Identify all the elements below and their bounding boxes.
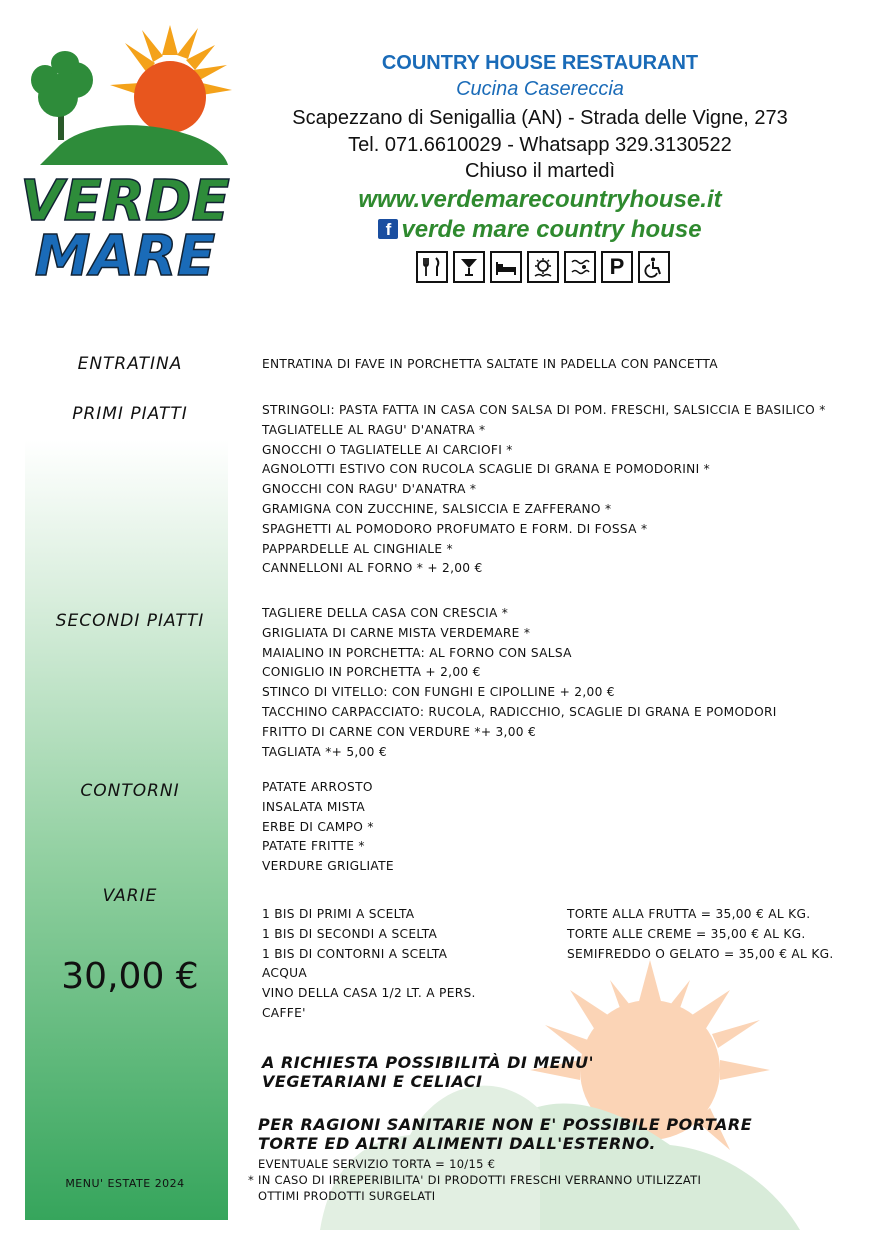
- vegetarian-note-line2: VEGETARIANI E CELIACI: [262, 1072, 483, 1091]
- parking-icon: P: [601, 251, 633, 283]
- logo-mare-text: MARE: [34, 224, 216, 280]
- menu-edition-label: MENU' ESTATE 2024: [65, 1177, 185, 1190]
- list-item: INSALATA MISTA: [262, 799, 366, 814]
- list-item: GNOCCHI O TAGLIATELLE AI CARCIOFI *: [262, 442, 513, 457]
- list-item: VINO DELLA CASA 1/2 LT. A PERS.: [262, 986, 476, 1001]
- list-item: STRINGOLI: PASTA FATTA IN CASA CON SALSA DI POM. FRESCHI, SALSICCIA E BASILICO *: [262, 403, 826, 417]
- list-item: TAGLIATA *+ 5,00 €: [262, 744, 387, 759]
- list-item: TAGLIATELLE AL RAGU' D'ANATRA *: [262, 422, 486, 437]
- list-item: SPAGHETTI AL POMODORO PROFUMATO E FORM. DI FOSSA *: [262, 521, 648, 536]
- primi-list: [262, 401, 826, 579]
- list-item: TORTE ALLA FRUTTA = 35,00 € AL KG.: [567, 907, 811, 921]
- tree-icon: [31, 51, 93, 140]
- list-item: ACQUA: [262, 966, 307, 981]
- list-item: STINCO DI VITELLO: CON FUNGHI E CIPOLLINE + 2,00 €: [262, 685, 615, 700]
- list-item: GRAMIGNA CON ZUCCHINE, SALSICCIA E ZAFFERANO *: [262, 501, 612, 516]
- list-item: CONIGLIO IN PORCHETTA + 2,00 €: [262, 665, 481, 680]
- section-title-primi: PRIMI PIATTI: [72, 404, 188, 424]
- list-item: 1 BIS DI SECONDI A SCELTA: [262, 926, 438, 941]
- accessibility-icon: [638, 251, 670, 283]
- contorni-list: [262, 778, 394, 877]
- varie-list: [262, 905, 476, 1024]
- cake-service-note: EVENTUALE SERVIZIO TORTA = 10/15 €: [258, 1157, 496, 1171]
- facebook-icon: f: [378, 219, 398, 239]
- vegetarian-note-line1: A RICHIESTA POSSIBILITÀ DI MENU': [262, 1053, 595, 1072]
- list-item: GNOCCHI CON RAGU' D'ANATRA *: [262, 482, 477, 497]
- sun-icon: [110, 25, 232, 133]
- menu-price: 30,00 €: [61, 956, 199, 997]
- list-item: 1 BIS DI PRIMI A SCELTA: [262, 907, 415, 921]
- list-item: TORTE ALLE CREME = 35,00 € AL KG.: [567, 926, 806, 941]
- sanitary-note-line1: PER RAGIONI SANITARIE NON E' POSSIBILE PORTARE: [258, 1115, 753, 1134]
- list-item: CAFFE': [262, 1005, 306, 1020]
- sun-icon: [527, 251, 559, 283]
- list-item: MAIALINO IN PORCHETTA: AL FORNO CON SALSA: [262, 645, 572, 660]
- section-title-contorni: CONTORNI: [80, 781, 180, 801]
- list-item: ENTRATINA DI FAVE IN PORCHETTA SALTATE IN PADELLA CON PANCETTA: [262, 357, 718, 371]
- rooms-icon: [490, 251, 522, 283]
- closing-day: Chiuso il martedì: [464, 160, 616, 182]
- list-item: AGNOLOTTI ESTIVO CON RUCOLA SCAGLIE DI GRANA E POMODORINI *: [262, 462, 711, 477]
- list-item: CANNELLONI AL FORNO * + 2,00 €: [262, 561, 483, 576]
- phone: Tel. 071.6610029 - Whatsapp 329.3130522: [348, 134, 732, 156]
- list-item: GRIGLIATA DI CARNE MISTA VERDEMARE *: [262, 625, 531, 640]
- list-item: VERDURE GRIGLIATE: [262, 859, 394, 874]
- entratina-list: [262, 355, 718, 375]
- website-link[interactable]: www.verdemarecountryhouse.it: [358, 186, 722, 213]
- restaurant-title: COUNTRY HOUSE RESTAURANT: [381, 52, 699, 74]
- section-title-entratina: ENTRATINA: [77, 354, 183, 374]
- bar-icon: [453, 251, 485, 283]
- verde-mare-logo: [20, 25, 235, 280]
- logo-verde-text: VERDE: [20, 169, 230, 234]
- address: Scapezzano di Senigallia (AN) - Strada delle Vigne, 273: [292, 107, 788, 129]
- sidebar-gradient: [25, 440, 228, 1220]
- list-item: PAPPARDELLE AL CINGHIALE *: [262, 541, 453, 556]
- section-title-varie: VARIE: [102, 886, 158, 906]
- list-item: PATATE ARROSTO: [262, 780, 373, 794]
- list-item: SEMIFREDDO O GELATO = 35,00 € AL KG.: [567, 946, 834, 961]
- dessert-extras-list: [567, 905, 834, 964]
- frozen-products-note-line2: OTTIMI PRODOTTI SURGELATI: [258, 1189, 436, 1203]
- restaurant-subtitle: Cucina Casereccia: [456, 78, 624, 100]
- list-item: ERBE DI CAMPO *: [262, 819, 374, 834]
- list-item: FRITTO DI CARNE CON VERDURE *+ 3,00 €: [262, 724, 537, 739]
- restaurant-icon: [416, 251, 448, 283]
- sanitary-note-line2: TORTE ED ALTRI ALIMENTI DALL'ESTERNO.: [258, 1134, 656, 1153]
- list-item: TAGLIERE DELLA CASA CON CRESCIA *: [262, 606, 509, 620]
- service-icons: [416, 251, 670, 283]
- facebook-link[interactable]: [250, 216, 830, 244]
- frozen-products-note-line1: * IN CASO DI IRREPERIBILITA' DI PRODOTTI FRESCHI VERRANNO UTILIZZATI: [248, 1173, 702, 1187]
- facebook-label: verde mare country house: [401, 216, 702, 243]
- section-title-secondi: SECONDI PIATTI: [55, 611, 205, 631]
- list-item: PATATE FRITTE *: [262, 839, 365, 854]
- list-item: 1 BIS DI CONTORNI A SCELTA: [262, 946, 448, 961]
- pool-icon: [564, 251, 596, 283]
- secondi-list: [262, 604, 777, 762]
- list-item: TACCHINO CARPACCIATO: RUCOLA, RADICCHIO, SCAGLIE DI GRANA E POMODORI: [262, 704, 777, 719]
